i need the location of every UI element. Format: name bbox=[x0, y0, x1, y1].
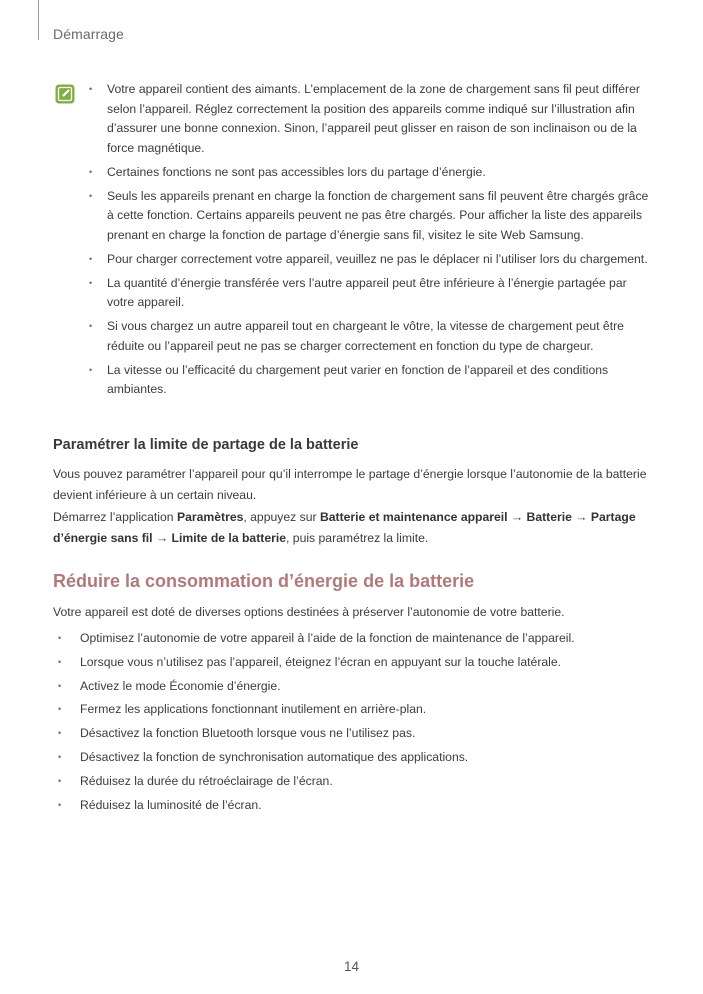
note-item: • La vitesse ou l’efficacité du chargement peut varier en fonction de l’appareil et des conditions ambiantes. bbox=[89, 361, 655, 400]
note-pencil-icon bbox=[55, 84, 75, 104]
page-header bbox=[0, 0, 703, 50]
battery-limit-intro: Vous pouvez paramétrer l’appareil pour qu’il interrompe le partage d’énergie lorsque l’autonomie de la batterie devient inférieure à un certain niveau. bbox=[53, 467, 647, 502]
note-item: • Si vous chargez un autre appareil tout en chargeant le vôtre, la vitesse de chargement peut être réduite ou l’appareil peut ne pas se charger correctement en fonction du type de chargeur. bbox=[89, 317, 655, 356]
battery-limit-heading: Paramétrer la limite de partage de la batterie bbox=[53, 437, 359, 453]
note-item: • Votre appareil contient des aimants. L’emplacement de la zone de chargement sans fil peut différer selon l’appareil. Réglez correctement la position des appareils comme indiqué sur l’illustration afin d’assurer une bonne connexion. Sinon, l’appareil peut glisser en raison de son inclinaison ou de la force magnétique. bbox=[89, 80, 655, 158]
battery-limit-steps bbox=[53, 507, 653, 549]
wireless-power-sharing-label: Partage d’énergie sans fil bbox=[53, 510, 636, 545]
step-arrow: → bbox=[571, 510, 591, 524]
page-number: 14 bbox=[343, 959, 360, 974]
tip-item: • Activez le mode Économie d’énergie. bbox=[53, 677, 653, 696]
tip-item: • Fermez les applications fonctionnant inutilement en arrière-plan. bbox=[53, 700, 653, 719]
note-item: • Pour charger correctement votre appareil, veuillez ne pas le déplacer ni l’utiliser lors du chargement. bbox=[89, 250, 655, 270]
tip-item: • Réduisez la durée du rétroéclairage de l’écran. bbox=[53, 772, 653, 791]
tip-item: • Désactivez la fonction Bluetooth lorsque vous ne l’utilisez pas. bbox=[53, 724, 653, 743]
tip-item: • Lorsque vous n’utilisez pas l’appareil, éteignez l’écran en appuyant sur la touche latérale. bbox=[53, 653, 653, 672]
note-block bbox=[55, 80, 655, 404]
header-rule bbox=[38, 0, 39, 40]
battery-limit-label: Limite de la batterie bbox=[171, 531, 287, 545]
step-arrow: → bbox=[507, 510, 527, 524]
battery-device-care-label: Batterie et maintenance appareil bbox=[319, 510, 508, 524]
section-label: Démarrage bbox=[53, 26, 124, 42]
step-arrow: → bbox=[152, 531, 172, 545]
step-text: , appuyez sur bbox=[243, 510, 320, 524]
reduce-consumption-heading: Réduire la consommation d’énergie de la batterie bbox=[53, 571, 475, 591]
note-item: • La quantité d’énergie transférée vers l’autre appareil peut être inférieure à l’énergie partagée par votre appareil. bbox=[89, 274, 655, 313]
reduce-consumption-intro: Votre appareil est doté de diverses options destinées à préserver l’autonomie de votre batterie. bbox=[53, 605, 565, 619]
tip-item: • Désactivez la fonction de synchronisation automatique des applications. bbox=[53, 748, 653, 767]
tip-item: • Réduisez la luminosité de l’écran. bbox=[53, 796, 653, 815]
note-list bbox=[55, 80, 655, 400]
battery-label: Batterie bbox=[526, 510, 572, 524]
settings-app-label: Paramètres bbox=[176, 510, 244, 524]
note-item: • Certaines fonctions ne sont pas accessibles lors du partage d’énergie. bbox=[89, 163, 655, 183]
tip-item: • Optimisez l’autonomie de votre appareil à l’aide de la fonction de maintenance de l’appareil. bbox=[53, 629, 653, 648]
step-text: , puis paramétrez la limite. bbox=[286, 531, 429, 545]
battery-tips-list bbox=[53, 629, 653, 819]
note-item: • Seuls les appareils prenant en charge la fonction de chargement sans fil peuvent être chargés grâce à cette fonction. Certains appareils peuvent ne pas être chargés. Pour afficher la liste des appareils prenant en charge la fonction de partage d’énergie sans fil, visitez le site Web Samsung. bbox=[89, 187, 655, 246]
step-text: Démarrez l’application bbox=[53, 510, 177, 524]
